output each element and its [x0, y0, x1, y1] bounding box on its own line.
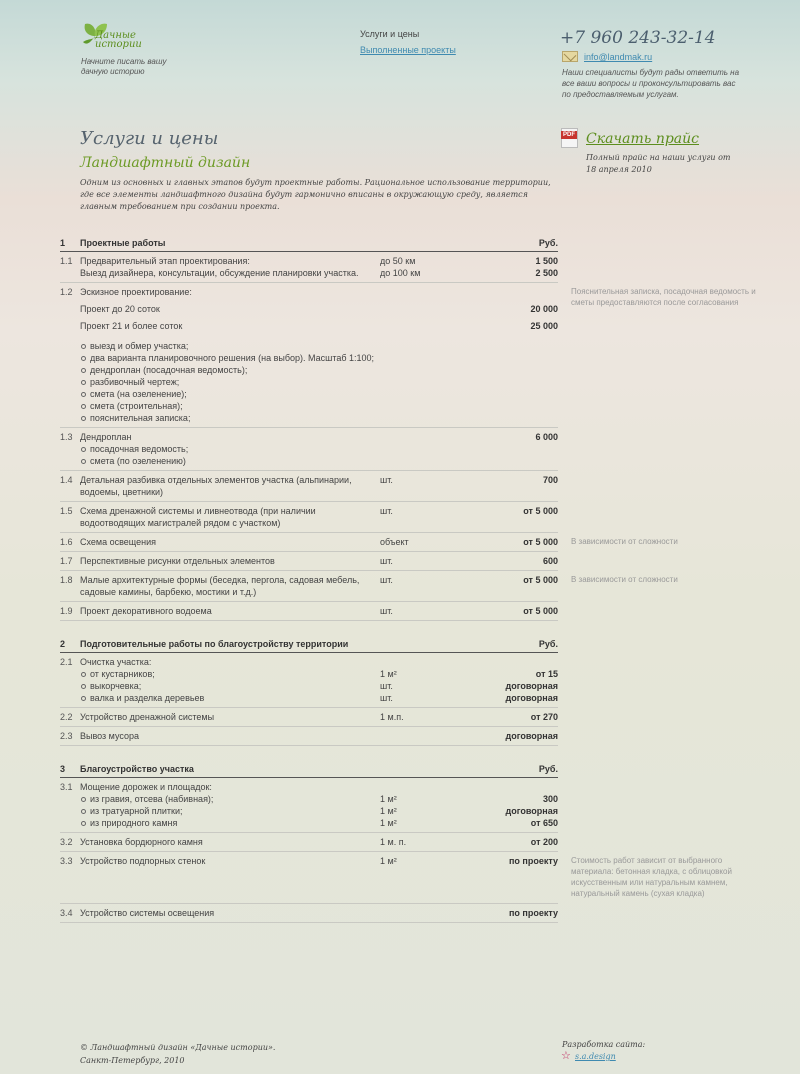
- row-body: [80, 907, 558, 919]
- row-line: [80, 255, 558, 267]
- row-body: [80, 555, 558, 567]
- star-icon: ☆: [561, 1050, 571, 1062]
- logo-text-line-1: Дачные: [95, 30, 136, 41]
- row-body: [80, 574, 558, 598]
- row-line: [80, 668, 558, 680]
- list-item: выезд и обмер участка;: [80, 340, 380, 352]
- list-item: смета (по озеленению): [80, 455, 380, 467]
- table-row: [60, 428, 558, 471]
- row-line: [80, 692, 558, 704]
- service-name: Устройство дренажной системы: [80, 712, 215, 722]
- section-number: 1: [60, 238, 66, 248]
- section-title: Подготовительные работы по благоустройству территории: [80, 639, 349, 649]
- table-row: [60, 727, 558, 746]
- list-item: дендроплан (посадочная ведомость);: [80, 364, 380, 376]
- row-note: В зависимости от сложности: [571, 575, 678, 584]
- row-body: [80, 605, 558, 617]
- page-subtitle: Ландшафтный дизайн: [80, 155, 251, 171]
- row-number: 2.1: [60, 657, 73, 667]
- price-table: [60, 236, 756, 939]
- row-note: Стоимость работ зависит от выбранного материала: бетонная кладка, с облицовкой искусственным или натуральным камнем, натуральный камень (сухая кладка): [571, 856, 732, 898]
- section-header: [60, 236, 558, 252]
- row-number: 1.3: [60, 432, 73, 442]
- service-price: от 5 000: [523, 537, 558, 547]
- service-price: по проекту: [508, 908, 558, 918]
- row-line: [80, 555, 558, 567]
- list-item: пояснительная записка;: [80, 412, 380, 424]
- service-unit: шт.: [380, 681, 393, 691]
- service-price: договорная: [505, 731, 558, 741]
- service-price: 20 000: [530, 304, 558, 314]
- table-row: [60, 283, 756, 428]
- service-name: Схема дренажной системы и ливнеотвода (при наличии водоотводящих магистралей рядом с участком): [80, 506, 316, 528]
- row-number: 1.8: [60, 575, 73, 585]
- price-section: [60, 637, 558, 746]
- row-body: [80, 656, 558, 704]
- row-line: [80, 855, 558, 867]
- table-row: [60, 533, 678, 552]
- row-body: [80, 255, 558, 279]
- service-price: от 270: [530, 712, 558, 722]
- service-price: договорная: [505, 681, 558, 691]
- row-line: [80, 574, 558, 598]
- row-body: [80, 474, 558, 498]
- section-title: Проектные работы: [80, 238, 166, 248]
- section-number: 3: [60, 764, 66, 774]
- developer-label: Разработка сайта:: [562, 1040, 646, 1049]
- row-number: 3.3: [60, 856, 73, 866]
- table-row: [60, 833, 558, 852]
- table-row: [60, 852, 732, 904]
- service-price: договорная: [505, 693, 558, 703]
- service-name: Предварительный этап проектирования:: [80, 256, 250, 266]
- service-unit: шт.: [380, 693, 393, 703]
- row-number: 1.7: [60, 556, 73, 566]
- service-name: Очистка участка:: [80, 657, 152, 667]
- service-name: валка и разделка деревьев: [80, 692, 380, 704]
- row-number: 2.3: [60, 731, 73, 741]
- service-name: Проект декоративного водоема: [80, 606, 212, 616]
- row-number: 3.1: [60, 782, 73, 792]
- service-unit: 1 м²: [380, 806, 397, 816]
- table-row: [60, 252, 558, 283]
- service-unit: [380, 907, 460, 919]
- row-body: [80, 836, 558, 848]
- service-unit: 1 м. п.: [380, 837, 407, 847]
- row-line: [80, 793, 558, 805]
- row-line: [80, 730, 558, 742]
- service-unit: [380, 730, 460, 742]
- service-name: Установка бордюрного камня: [80, 837, 203, 847]
- service-name: от кустарников;: [80, 668, 380, 680]
- contact-note: Наши специалисты будут рады ответить на все ваши вопросы и проконсультировать вас по предоставляемым услугам.: [562, 68, 740, 99]
- service-unit: [380, 656, 460, 668]
- service-price: [460, 781, 558, 793]
- table-row: [60, 502, 558, 533]
- bullet-list: [80, 340, 380, 424]
- service-price: 1 500: [535, 256, 558, 266]
- row-line: [80, 605, 558, 617]
- service-unit: 1 м²: [380, 669, 397, 679]
- row-number: 1.4: [60, 475, 73, 485]
- service-price: договорная: [505, 806, 558, 816]
- email-link[interactable]: info@landmak.ru: [584, 52, 653, 62]
- service-name: Устройство системы освещения: [80, 908, 215, 918]
- table-row: [60, 571, 678, 602]
- service-price: от 5 000: [523, 575, 558, 585]
- service-price: от 200: [530, 837, 558, 847]
- service-name: Схема освещения: [80, 537, 156, 547]
- service-unit: шт.: [380, 606, 393, 616]
- slogan: Начните писать вашу дачную историю: [81, 57, 167, 76]
- service-name: Проект до 20 соток: [80, 304, 160, 314]
- service-name: из гравия, отсева (набивная);: [80, 793, 380, 805]
- service-unit: [380, 781, 460, 793]
- section-currency: Руб.: [538, 639, 558, 649]
- nav-projects[interactable]: Выполненные проекты: [360, 45, 456, 55]
- row-line: [80, 680, 558, 692]
- list-item: смета (строительная);: [80, 400, 380, 412]
- row-line: [80, 431, 558, 443]
- row-number: 1.5: [60, 506, 73, 516]
- row-number: 3.4: [60, 908, 73, 918]
- list-item: разбивочный чертеж;: [80, 376, 380, 388]
- nav-services[interactable]: Услуги и цены: [360, 29, 420, 39]
- service-name: Проект 21 и более соток: [80, 321, 183, 331]
- row-note: Пояснительная записка, посадочная ведомость и сметы предоставляются после согласования: [571, 287, 756, 307]
- service-price: от 15: [535, 669, 558, 679]
- row-note: В зависимости от сложности: [571, 537, 678, 546]
- row-body: [80, 431, 558, 467]
- intro-text: Одним из основных и главных этапов будут проектные работы. Рациональное использование территории, где все элементы ландшафтного дизайна будут гармонично вписаны в окружающую среду, является главным требованием при создании проекта.: [80, 178, 551, 211]
- service-unit: шт.: [380, 556, 393, 566]
- row-line: [80, 320, 558, 332]
- service-price: [460, 656, 558, 668]
- row-body: [80, 505, 558, 529]
- service-price: 700: [542, 475, 558, 485]
- row-line: [80, 303, 558, 315]
- row-body: [80, 286, 558, 424]
- service-unit: объект: [380, 537, 409, 547]
- service-price: 2 500: [535, 268, 558, 278]
- service-name: Выезд дизайнера, консультации, обсуждение планировки участка.: [80, 268, 359, 278]
- phone-number: +7 960 243-32-14: [560, 28, 716, 48]
- table-row: [60, 708, 558, 727]
- pdf-icon[interactable]: [561, 128, 578, 148]
- service-price: от 650: [530, 818, 558, 828]
- list-item: смета (на озеленение);: [80, 388, 380, 400]
- service-unit: [380, 286, 460, 298]
- developer-link[interactable]: s.a.design: [575, 1052, 616, 1061]
- row-body: [80, 781, 558, 829]
- service-name: из тратуарной плитки;: [80, 805, 380, 817]
- copyright-line-1: © Ландшафтный дизайн «Дачные истории».: [80, 1043, 276, 1052]
- section-currency: Руб.: [538, 764, 558, 774]
- row-line: [80, 907, 558, 919]
- service-unit: [380, 303, 460, 315]
- section-number: 2: [60, 639, 66, 649]
- service-unit: [380, 431, 460, 443]
- copyright-line-2: Санкт-Петербург, 2010: [80, 1056, 185, 1065]
- service-name: Вывоз мусора: [80, 731, 139, 741]
- list-item: посадочная ведомость;: [80, 443, 380, 455]
- service-name: Мощение дорожек и площадок:: [80, 782, 212, 792]
- service-unit: шт.: [380, 506, 393, 516]
- service-name: выкорчевка;: [80, 680, 380, 692]
- service-name: Малые архитектурные формы (беседка, пергола, садовая мебель, садовые камины, барбекю, мостики и т.д.): [80, 575, 360, 597]
- service-price: 300: [542, 794, 558, 804]
- section-title: Благоустройство участка: [80, 764, 194, 774]
- row-number: 1.6: [60, 537, 73, 547]
- table-row: [60, 653, 558, 708]
- table-row: [60, 778, 558, 833]
- row-line: [80, 267, 558, 279]
- mail-icon: [562, 51, 578, 62]
- service-name: Перспективные рисунки отдельных элементов: [80, 556, 275, 566]
- row-number: 1.2: [60, 287, 73, 297]
- table-row: [60, 471, 558, 502]
- service-unit: 1 м.п.: [380, 712, 404, 722]
- service-unit: 1 м²: [380, 794, 397, 804]
- service-unit: до 100 км: [380, 268, 421, 278]
- section-currency: Руб.: [538, 238, 558, 248]
- row-body: [80, 855, 558, 900]
- pdf-badge: PDF: [563, 132, 575, 138]
- service-price: 25 000: [530, 321, 558, 331]
- row-line: [80, 656, 558, 668]
- service-name: Устройство подпорных стенок: [80, 856, 206, 866]
- table-row: [60, 602, 558, 621]
- row-line: [80, 505, 558, 529]
- row-line: [80, 817, 558, 829]
- row-number: 1.1: [60, 256, 73, 266]
- row-line: [80, 711, 558, 723]
- service-name: из природного камня: [80, 817, 380, 829]
- download-note: Полный прайс на наши услуги от 18 апреля 2010: [586, 153, 731, 174]
- service-unit: 1 м²: [380, 856, 397, 866]
- service-name: Дендроплан: [80, 432, 132, 442]
- list-item: два варианта планировочного решения (на выбор). Масштаб 1:100;: [80, 352, 380, 364]
- row-line: [80, 805, 558, 817]
- page-title: Услуги и цены: [80, 128, 219, 149]
- logo-text-line-2: истории: [95, 39, 142, 50]
- service-unit: шт.: [380, 475, 393, 485]
- price-section: [60, 762, 732, 923]
- row-line: [80, 781, 558, 793]
- row-line: [80, 536, 558, 548]
- row-line: [80, 474, 558, 498]
- service-name: Детальная разбивка отдельных элементов участка (альпинарии, водоемы, цветники): [80, 475, 352, 497]
- service-unit: до 50 км: [380, 256, 416, 266]
- service-price: от 5 000: [523, 606, 558, 616]
- section-header: [60, 637, 558, 653]
- service-price: 6 000: [535, 432, 558, 442]
- row-body: [80, 536, 558, 548]
- row-body: [80, 711, 558, 723]
- service-price: по проекту: [508, 856, 558, 866]
- service-unit: [380, 320, 460, 332]
- table-row: [60, 904, 558, 923]
- service-price: от 5 000: [523, 506, 558, 516]
- row-number: 1.9: [60, 606, 73, 616]
- service-name: Эскизное проектирование:: [80, 287, 192, 297]
- row-body: [80, 730, 558, 742]
- row-number: 2.2: [60, 712, 73, 722]
- logo-text: [95, 31, 142, 49]
- service-unit: 1 м²: [380, 818, 397, 828]
- section-header: [60, 762, 558, 778]
- price-section: [60, 236, 756, 621]
- row-number: 3.2: [60, 837, 73, 847]
- copyright: [80, 1041, 275, 1067]
- bullet-list: [80, 443, 380, 467]
- row-line: [80, 836, 558, 848]
- table-row: [60, 552, 558, 571]
- service-price: 600: [542, 556, 558, 566]
- row-line: [80, 286, 558, 298]
- service-price: [460, 286, 558, 298]
- service-unit: шт.: [380, 575, 393, 585]
- download-price-link[interactable]: Скачать прайс: [586, 131, 700, 147]
